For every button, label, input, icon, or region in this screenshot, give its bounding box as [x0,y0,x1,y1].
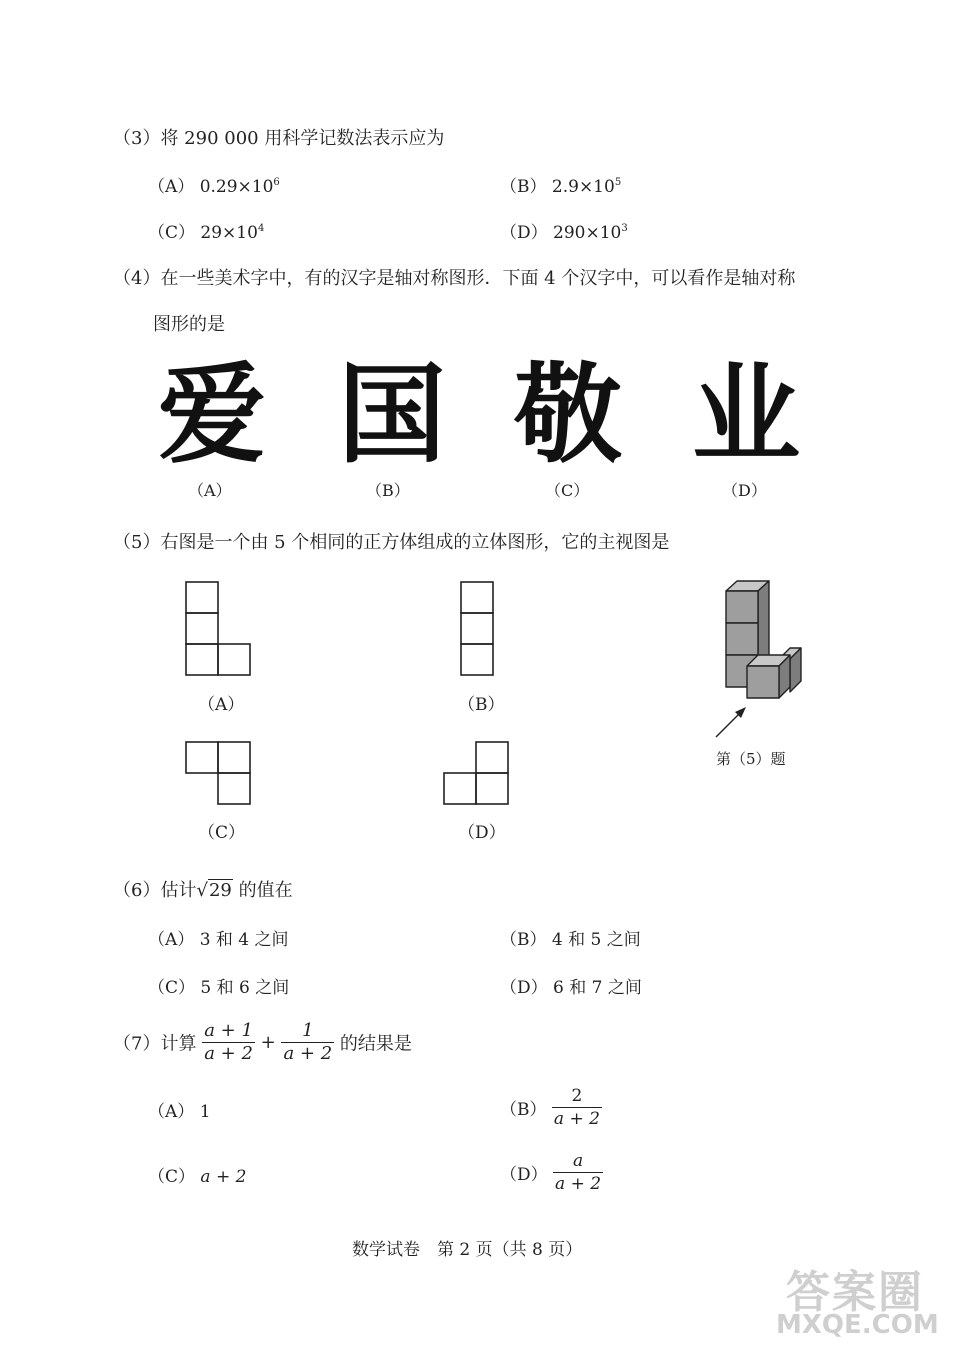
char-guo: 国 [338,353,447,478]
q6-option-d: （D） 6 和 7 之间 [500,978,642,998]
q3-stem: （3）将 290 000 用科学记数法表示应为 [113,128,445,149]
sqrt-expression: √29 [196,880,232,901]
watermark-logo: 答案圈 [786,1267,924,1318]
char-ye: 业 [692,353,801,478]
q7-option-a: （A） 1 [148,1102,211,1122]
view-c [186,742,250,804]
q5-stem: （5）右图是一个由 5 个相同的正方体组成的立体图形，它的主视图是 [113,532,670,553]
view-b [461,582,493,675]
view-label-b: （B） [458,695,505,715]
q7-stem: （7）计算 $\frac{a + 1}{a + 2}$ + $\frac{1}{a + 2}$ 的结果是 [113,1020,412,1064]
char-jing: 敬 [514,353,623,478]
q3-option-c: （C） $29\times 10^4$ [148,223,265,243]
fraction-2: $\frac{1}{a + 2}$ [283,1020,333,1064]
solid-figure [726,581,801,698]
char-label-b: （B） [366,481,410,500]
watermark-url: MXQE.COM [776,1310,939,1340]
q4-stem-line1: （4）在一些美术字中，有的汉字是轴对称图形．下面 4 个汉字中，可以看作是轴对称 [113,268,796,289]
char-label-a: （A） [188,481,232,500]
q3-option-b: （B） $2.9\times 10^5$ [500,177,622,197]
char-label-c: （C） [545,481,590,500]
view-direction-arrow [716,707,746,737]
q7-option-b-fraction: $\frac{2}{a + 2}$ [553,1086,600,1129]
view-label-d: （D） [458,823,506,843]
q6-option-a: （A） 3 和 4 之间 [148,930,289,950]
q7-option-b: （B） $\frac{2}{a + 2}$ [500,1086,600,1129]
view-a [186,582,250,675]
q6-option-c: （C） 5 和 6 之间 [148,978,290,998]
fraction-1: $\frac{a + 1}{a + 2}$ [204,1020,253,1064]
char-ai: 爱 [158,353,267,478]
char-label-d: （D） [722,481,767,500]
q7-option-c: （C） a + 2 [148,1167,247,1187]
q4-stem-line2: 图形的是 [153,314,225,335]
q7-option-d: （D） $\frac{a}{a + 2}$ [500,1151,602,1194]
q6-stem: （6）估计√29 的值在 [113,880,293,901]
q7-option-d-fraction: $\frac{a}{a + 2}$ [555,1151,602,1194]
page-footer: 数学试卷 第 2 页（共 8 页） [352,1240,583,1260]
q3-option-d: （D） $290\times 10^3$ [500,223,628,243]
view-label-a: （A） [198,695,245,715]
view-label-c: （C） [198,823,246,843]
view-d [444,742,508,804]
figure-caption: 第（5）题 [716,750,786,768]
q6-option-b: （B） 4 和 5 之间 [500,930,641,950]
q3-option-a: （A） $0.29\times 10^6$ [148,177,280,197]
